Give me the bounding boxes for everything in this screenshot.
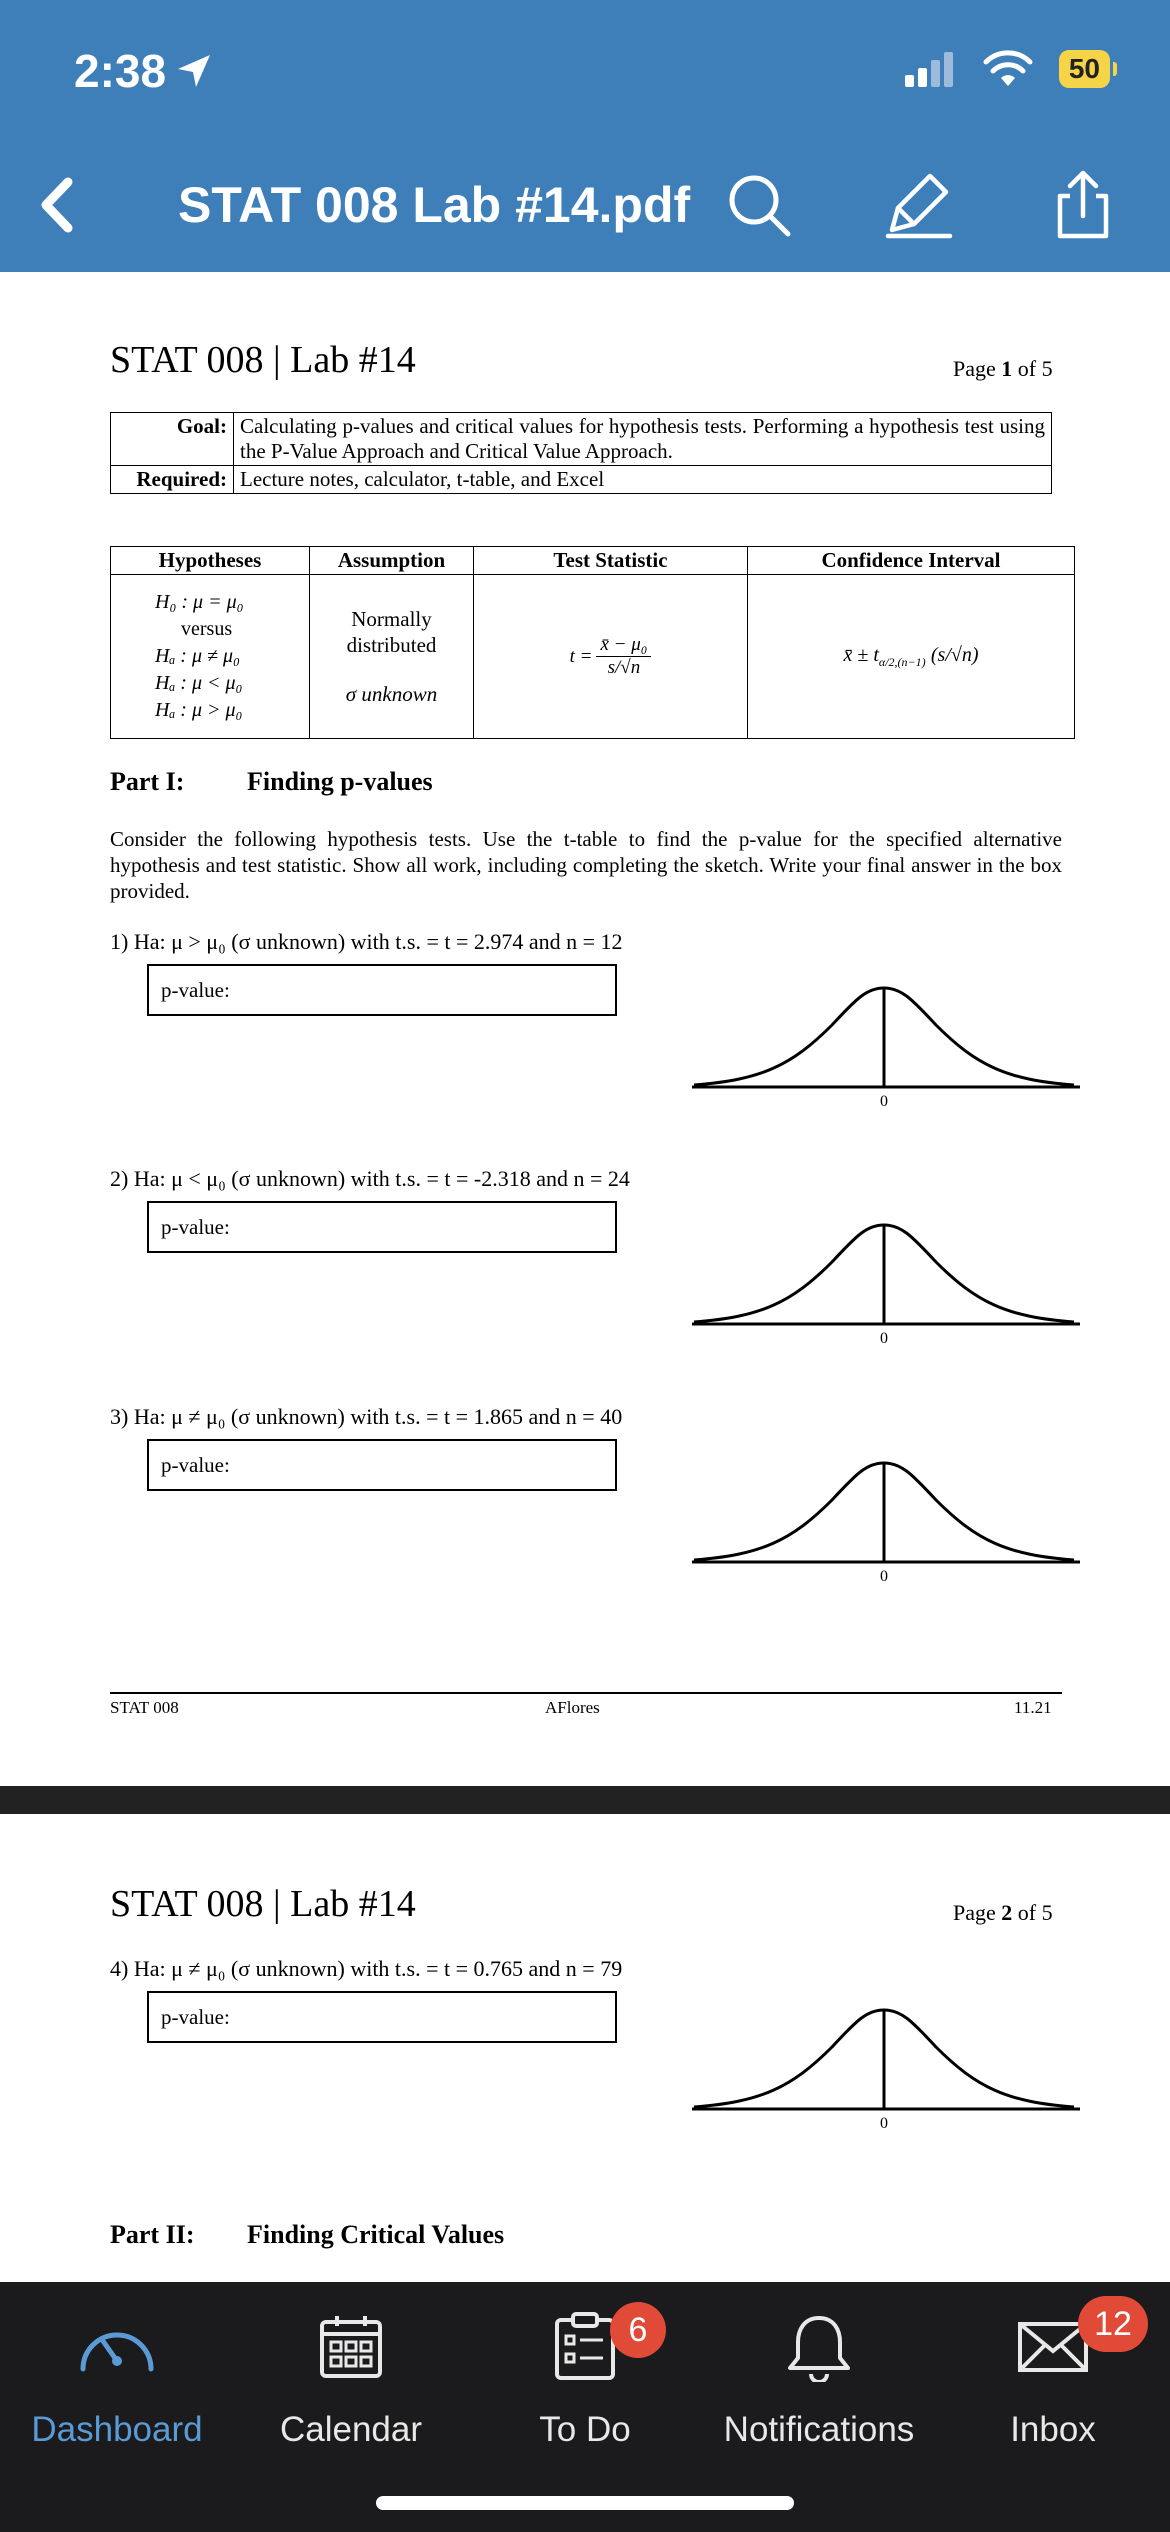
t-distribution-sketch-2[interactable] xyxy=(692,1217,1080,1347)
signal-icon xyxy=(903,51,957,87)
status-icons xyxy=(903,50,1110,88)
zero-label: 0 xyxy=(880,2115,888,2132)
location-arrow-icon xyxy=(174,51,214,91)
page-title: STAT 008 | Lab #14 xyxy=(110,339,416,381)
hypotheses-cell: H₀ : μ = μ₀ versus Hₐ : μ ≠ μ₀ Hₐ : μ < μ₀ Hₐ : μ > μ₀ xyxy=(111,575,310,739)
instructions: Consider the following hypothesis tests. Use the t-table to find the p-value for the specified alternative hypothesis and test statistic. Show all work, including completing the sketch. Write your final answer in the box provided. xyxy=(110,827,1062,903)
tab-todo[interactable]: 6 To Do xyxy=(468,2302,702,2450)
header-hypotheses: Hypotheses xyxy=(111,547,310,575)
question-4: 4) Ha: μ ≠ μ₀ (σ unknown) with t.s. = t = 0.765 and n = 79 xyxy=(110,1956,623,1981)
header-test-statistic: Test Statistic xyxy=(474,547,748,575)
part1-label: Part I: xyxy=(110,767,185,796)
header-confidence-interval: Confidence Interval xyxy=(748,547,1075,575)
pdf-viewer[interactable] xyxy=(0,272,1170,2282)
assumption-cell: Normally distributed σ unknown xyxy=(310,575,474,739)
t-distribution-sketch-1[interactable] xyxy=(692,980,1080,1110)
t-distribution-sketch-4[interactable] xyxy=(692,2002,1080,2132)
answer-box-2[interactable]: p-value: xyxy=(147,1201,617,1253)
zero-label: 0 xyxy=(880,1568,888,1585)
header-assumption: Assumption xyxy=(310,547,474,575)
part1-title: Finding p-values xyxy=(247,767,433,796)
question-2: 2) Ha: μ < μ₀ (σ unknown) with t.s. = t = -2.318 and n = 24 xyxy=(110,1166,630,1191)
part2-label: Part II: xyxy=(110,2220,195,2249)
todo-badge: 6 xyxy=(610,2302,666,2358)
calendar-icon xyxy=(319,2314,383,2380)
t-distribution-sketch-3[interactable] xyxy=(692,1455,1080,1585)
tab-dashboard[interactable]: Dashboard xyxy=(0,2302,234,2450)
bell-icon xyxy=(786,2312,852,2382)
page-number: Page 1 of 5 xyxy=(953,356,1053,381)
answer-box-1[interactable]: p-value: xyxy=(147,964,617,1016)
wifi-icon xyxy=(983,50,1033,88)
test-statistic-cell: t = $\frac{\text{x̄ − μ₀}}{s/√n}$ xyxy=(474,575,748,739)
search-icon[interactable] xyxy=(724,170,794,240)
status-time: 2:38 xyxy=(74,44,214,98)
goal-text: Calculating p-values and critical values for hypothesis tests. Performing a hypothesis test using the P-Value Approach and Critical Value Approach. xyxy=(234,413,1052,466)
goal-table xyxy=(110,412,1052,494)
todo-icon xyxy=(553,2312,617,2382)
footer-author: AFlores xyxy=(545,1698,600,1717)
top-bar xyxy=(0,0,1170,272)
tab-notifications[interactable]: Notifications xyxy=(702,2302,936,2450)
required-text: Lecture notes, calculator, t-table, and Excel xyxy=(234,466,1052,494)
annotate-pen-icon[interactable] xyxy=(884,170,954,240)
tab-inbox[interactable]: 12 Inbox xyxy=(936,2302,1170,2450)
answer-box-4[interactable]: p-value: xyxy=(147,1991,617,2043)
battery-indicator: 50 xyxy=(1059,50,1110,88)
dashboard-icon xyxy=(77,2317,157,2377)
question-1: 1) Ha: μ > μ₀ (σ unknown) with t.s. = t = 2.974 and n = 12 xyxy=(110,929,623,954)
nav-bar xyxy=(0,150,1170,260)
inbox-badge: 12 xyxy=(1078,2296,1148,2352)
page-title: STAT 008 | Lab #14 xyxy=(110,1883,416,1925)
share-icon[interactable] xyxy=(1048,170,1118,240)
required-label: Required: xyxy=(111,466,234,494)
part2-title: Finding Critical Values xyxy=(247,2220,505,2249)
goal-label: Goal: xyxy=(111,413,234,466)
question-3: 3) Ha: μ ≠ μ₀ (σ unknown) with t.s. = t = 1.865 and n = 40 xyxy=(110,1404,623,1429)
footer-date: 11.21 xyxy=(1014,1698,1052,1717)
zero-label: 0 xyxy=(880,1330,888,1347)
page-number: Page 2 of 5 xyxy=(953,1900,1053,1925)
back-chevron-icon[interactable] xyxy=(24,170,94,240)
page-separator xyxy=(0,1786,1170,1814)
footer-divider xyxy=(110,1692,1062,1694)
bottom-tab-bar xyxy=(0,2282,1170,2532)
document-title: STAT 008 Lab #14.pdf xyxy=(178,177,691,233)
hypothesis-table xyxy=(110,546,1075,739)
home-indicator[interactable] xyxy=(376,2496,794,2510)
confidence-interval-cell: x̄ ± $t_{\alpha/2,(n-1)}$ (s/√n) xyxy=(748,575,1075,739)
tab-calendar[interactable]: Calendar xyxy=(234,2302,468,2450)
zero-label: 0 xyxy=(880,1093,888,1110)
answer-box-3[interactable]: p-value: xyxy=(147,1439,617,1491)
footer-course: STAT 008 xyxy=(110,1698,179,1717)
